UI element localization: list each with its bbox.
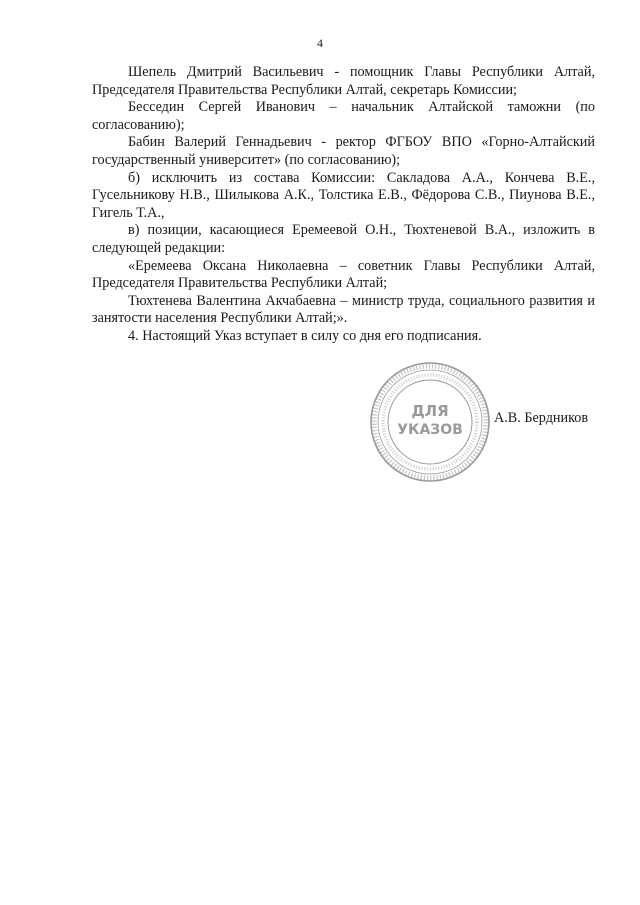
paragraph: 4. Настоящий Указ вступает в силу со дня его подписания. — [128, 327, 482, 344]
paragraph: Тюхтенева Валентина Акчабаевна – министр труда, социального развития и занятости населения Республики Алтай;». — [92, 292, 595, 327]
signature-block — [0, 360, 640, 480]
document-body — [92, 64, 595, 346]
paragraph: Бабин Валерий Геннадьевич - ректор ФГБОУ ВПО «Горно-Алтайский государственный университет» (по согласованию); — [92, 134, 595, 168]
stamp-text-line1: ДЛЯ — [411, 402, 449, 420]
stamp-text-line2: УКАЗОВ — [397, 422, 463, 438]
paragraph: в) позиции, касающиеся Еремеевой О.Н., Тюхтеневой В.А., изложить в следующей редакции: — [92, 222, 595, 256]
signer-name: А.В. Бердников — [494, 410, 589, 426]
paragraph: Шепель Дмитрий Васильевич - помощник Главы Республики Алтай, Председателя Правительства Республики Алтай, секретарь Комиссии; — [92, 64, 595, 98]
page-number: 4 — [317, 36, 323, 50]
paragraph: б) исключить из состава Комиссии: Сакладова А.А., Кончева В.Е., Гусельникову Н.В., Шилыкова А.К., Толстика Е.В., Фёдорова С.В., Пиунова В.Е., Гигель Т.А., — [92, 169, 595, 221]
paragraph: «Еремеева Оксана Николаевна – советник Главы Республики Алтай, Председателя Правительства Республики Алтай; — [92, 257, 595, 292]
paragraph: Бесседин Сергей Иванович – начальник Алтайской таможни (по согласованию); — [92, 99, 595, 133]
official-stamp — [368, 360, 492, 484]
